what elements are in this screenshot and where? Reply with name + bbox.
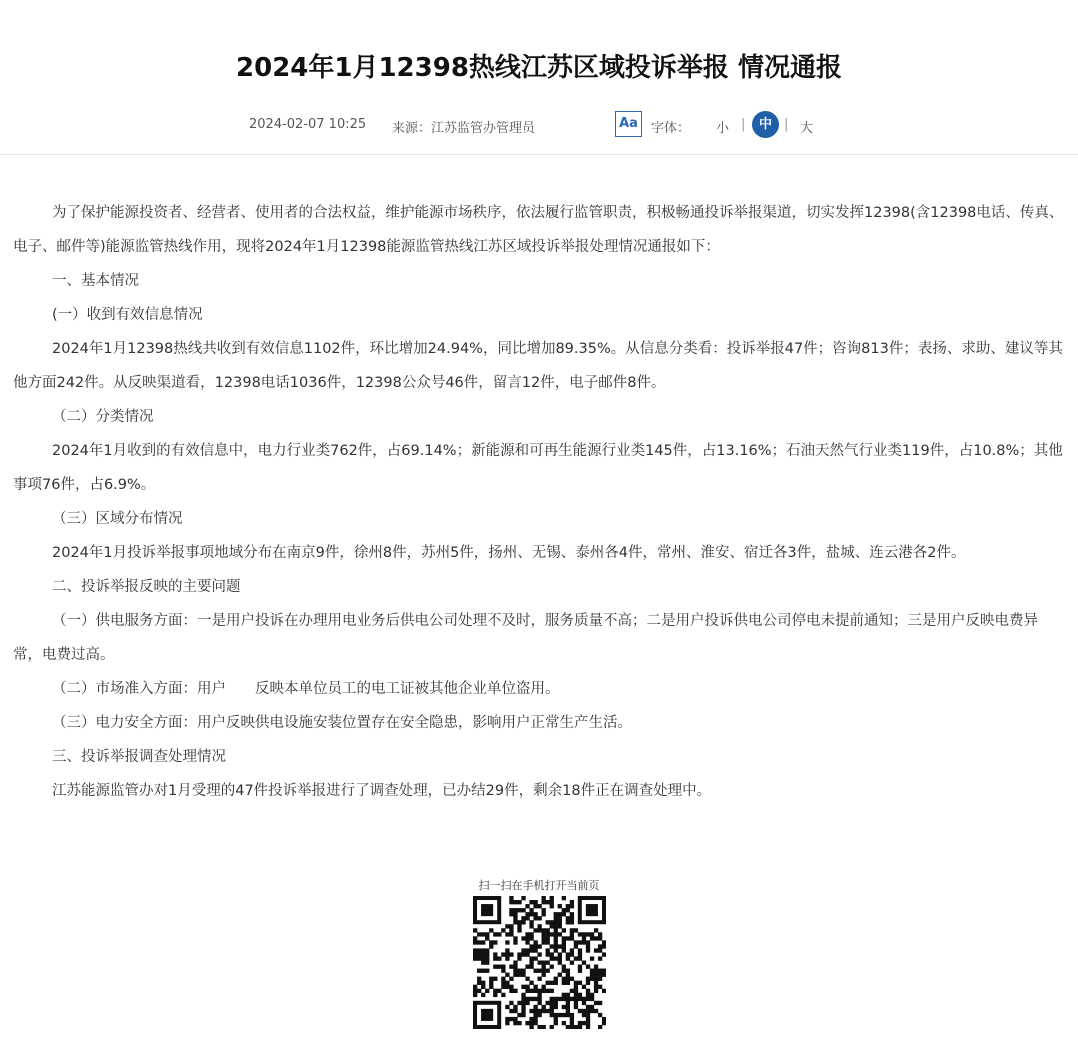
body-paragraph: 2024年1月收到的有效信息中，电力行业类762件，占69.14%；新能源和可再生能源行业类145件，占13.16%；石油天然气行业类119件，占10.8%；其他事项76件，占6.9%。 [13, 443, 1063, 493]
intro-paragraph: 为了保护能源投资者、经营者、使用者的合法权益，维护能源市场秩序，依法履行监管职责，积极畅通投诉举报渠道，切实发挥12398(含12398电话、传真、电子、邮件等)能源监管热线作用，现将2024年1月12398能源监管热线江苏区域投诉举报处理情况通报如下： [13, 205, 1064, 255]
section-heading: 三、投诉举报调查处理情况 [52, 749, 226, 765]
separator: | [741, 117, 746, 132]
subsection-heading: (一）收到有效信息情况 [52, 307, 203, 323]
separator: | [784, 117, 789, 132]
body-paragraph: 2024年1月投诉举报事项地域分布在南京9件，徐州8件，苏州5件，扬州、无锡、泰州各4件，常州、淮安、宿迁各3件，盐城、连云港各2件。 [52, 545, 966, 561]
body-paragraph: （三）电力安全方面：用户反映供电设施安装位置存在安全隐患，影响用户正常生产生活。 [52, 715, 632, 731]
article-body [13, 196, 1065, 808]
article-source: 来源：江苏监管办管理员 [392, 121, 536, 136]
font-size-icon: Aa [615, 111, 642, 137]
font-small-button[interactable]: 小 [716, 121, 730, 136]
body-paragraph: （二）市场准入方面：用户 反映本单位员工的电工证被其他企业单位盗用。 [52, 681, 560, 697]
qr-code-image [473, 896, 606, 1029]
qr-caption: 扫一扫在手机打开当前页 [478, 879, 600, 892]
body-paragraph: 江苏能源监管办对1月受理的47件投诉举报进行了调查处理，已办结29件，剩余18件正在调查处理中。 [52, 783, 712, 799]
subsection-heading: （二）分类情况 [52, 409, 154, 425]
section-heading: 二、投诉举报反映的主要问题 [52, 579, 241, 595]
section-heading: 一、基本情况 [52, 273, 139, 289]
body-paragraph: （一）供电服务方面：一是用户投诉在办理用电业务后供电公司处理不及时，服务质量不高；二是用户投诉供电公司停电未提前通知；三是用户反映电费异常，电费过高。 [13, 613, 1038, 663]
page-title: 2024年1月12398热线江苏区域投诉举报 情况通报 [236, 53, 842, 83]
publish-date: 2024-02-07 10:25 [249, 117, 367, 132]
qr-code-graphic [473, 896, 606, 1029]
font-medium-button[interactable]: 中 [752, 111, 779, 138]
subsection-heading: （三）区域分布情况 [52, 511, 183, 527]
font-size-label: 字体： [651, 121, 691, 136]
meta-bar [0, 110, 1078, 142]
header-divider [0, 154, 1078, 155]
body-paragraph: 2024年1月12398热线共收到有效信息1102件，环比增加24.94%，同比增加89.35%。从信息分类看：投诉举报47件；咨询813件；表扬、求助、建议等其他方面242件。从反映渠道看，12398电话1036件，12398公众号46件，留言12件，电子邮件8件。 [13, 341, 1063, 391]
font-large-button[interactable]: 大 [800, 121, 814, 136]
